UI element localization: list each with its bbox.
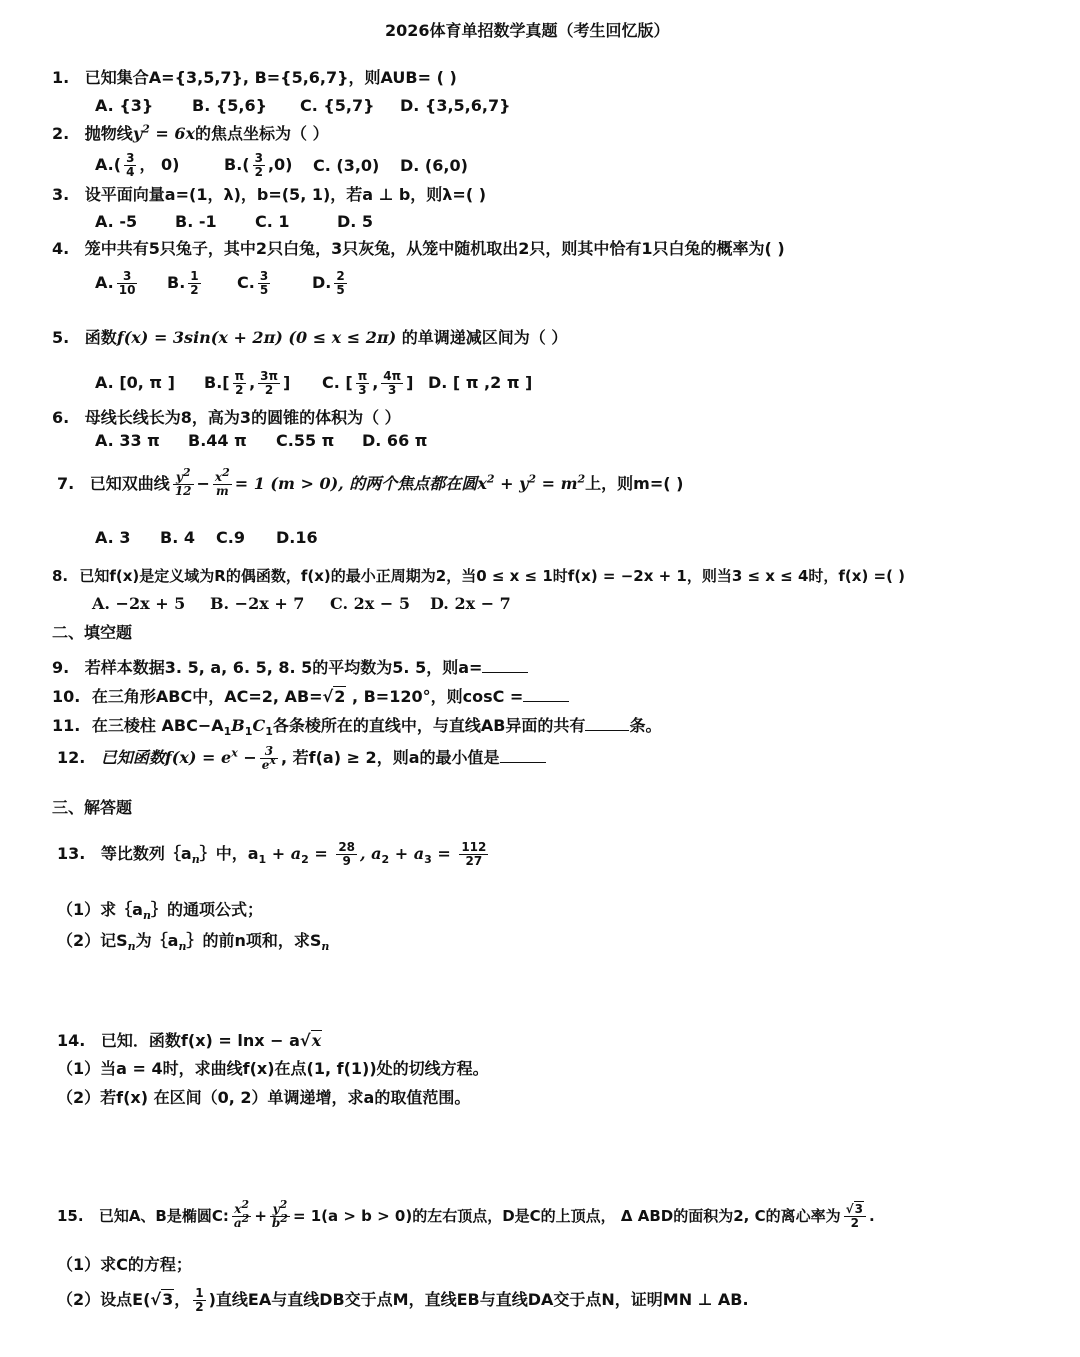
question-10: 10. 在三角形ABC中，AC=2, AB=√2 , B=120°，则cosC = xyxy=(52,685,569,707)
math-equation: = 6x xyxy=(155,124,195,143)
question-number: 14. xyxy=(57,1031,86,1050)
page-title: 2026体育单招数学真题（考生回忆版） xyxy=(385,21,670,40)
q3-option-d: D. 5 xyxy=(337,212,374,231)
question-3 xyxy=(52,185,486,205)
section-heading-fill-in: 二、填空题 xyxy=(52,623,133,642)
math-y: $y^2$ xyxy=(132,122,150,143)
q8-option-d: D. 2x − 7 xyxy=(430,594,511,613)
question-text: 若样本数据3. 5, a, 6. 5, 8. 5的平均数为5. 5，则a= xyxy=(84,658,483,677)
question-text: 抛物线 xyxy=(84,124,133,143)
question-text: 设平面向量a=(1，λ)，b=(5, 1)，若a ⊥ b，则λ=( ) xyxy=(84,185,487,204)
question-4 xyxy=(52,239,785,259)
q5-option-b: B.[ $\frac{\pi}{2}$ , $\frac{3\pi}{2}$ ] xyxy=(204,369,291,397)
q4-option-d: D. $\frac{2}{5}$ xyxy=(312,269,345,297)
q2-option-b: B.( $\frac{3}{2}$ ,0) xyxy=(224,151,293,179)
q3-option-b: B. -1 xyxy=(175,212,217,231)
question-number: 6. xyxy=(52,408,70,427)
section-heading-solutions: 三、解答题 xyxy=(52,798,133,817)
q6-option-d: D. 66 π xyxy=(362,431,428,450)
q4-option-c: C. $\frac{3}{5}$ xyxy=(237,269,269,297)
question-12: 12. 已知函数$f(x) = e^x$ − $\frac{3}{e^x}$ , 若f(a) ≥ 2，则a的最小值是 xyxy=(57,741,546,775)
question-number: 1. xyxy=(52,68,70,87)
q4-option-a: A. $\frac{3}{10}$ xyxy=(95,269,136,297)
answer-blank xyxy=(482,656,528,673)
question-tail: 的焦点坐标为（ ） xyxy=(195,124,329,143)
math-condition: (0 ≤ x ≤ 2π) xyxy=(288,328,397,347)
question-number: 10. xyxy=(52,687,81,706)
question-13: 13. 等比数列$\{a_n\}$中，$a_1 + a_2$ = $\frac{28}{9}$ , $a_2 + a_3$ = $\frac{112}{27}$ xyxy=(57,840,487,868)
question-number: 3. xyxy=(52,185,70,204)
q2-option-a: A.( $\frac{3}{4}$ ， 0) xyxy=(95,151,180,179)
question-6 xyxy=(52,408,401,428)
q1-option-a: A. {3} xyxy=(95,96,154,115)
q6-option-b: B.44 π xyxy=(188,431,247,450)
fraction: $\frac{1}{2}$ xyxy=(195,1286,204,1314)
q8-option-a: A. −2x + 5 xyxy=(92,594,186,613)
question-14: 14. 已知．函数f(x) = lnx − a√x xyxy=(57,1031,322,1050)
q5-option-c: C. [ $\frac{\pi}{3}$ , $\frac{4\pi}{3}$ ] xyxy=(322,369,414,397)
question-number: 7. xyxy=(57,474,75,493)
question-number: 4. xyxy=(52,239,70,258)
question-number: 2. xyxy=(52,124,70,143)
question-number: 9. xyxy=(52,658,70,677)
answer-blank xyxy=(523,685,569,702)
fraction: $\frac{1}{2}$ xyxy=(190,269,199,297)
question-number: 11. xyxy=(52,716,81,735)
q5-option-a: A. [0, π ] xyxy=(95,373,175,392)
fraction: $\frac{\pi}{3}$ xyxy=(357,369,368,397)
fraction: $\frac{x^2}{m}$ xyxy=(214,466,230,498)
question-9 xyxy=(52,656,528,678)
q8-option-c: C. 2x − 5 xyxy=(330,594,410,613)
question-text: 笼中共有5只兔子，其中2只白兔，3只灰兔，从笼中随机取出2只，则其中恰有1只白兔的概率为( ) xyxy=(84,239,785,258)
q7-option-a: A. 3 xyxy=(95,528,131,547)
q14-part-2: （2）若f(x) 在区间（0, 2）单调递增，求a的取值范围。 xyxy=(57,1088,471,1107)
q1-option-c: C. {5,7} xyxy=(300,96,375,115)
fraction: $\frac{3}{5}$ xyxy=(259,269,269,297)
question-2 xyxy=(52,124,329,144)
answer-blank xyxy=(500,746,546,763)
fraction: $\frac{28}{9}$ xyxy=(338,840,356,868)
q1-option-b: B. {5,6} xyxy=(192,96,267,115)
question-number: 12. xyxy=(57,748,86,767)
answer-blank xyxy=(585,714,629,731)
q7-option-b: B. 4 xyxy=(160,528,195,547)
q6-option-c: C.55 π xyxy=(276,431,335,450)
fraction: $\frac{3\pi}{2}$ xyxy=(260,369,279,397)
fraction: $\frac{3}{10}$ xyxy=(118,269,136,297)
q1-option-d: D. {3,5,6,7} xyxy=(400,96,511,115)
q14-part-1: （1）当a = 4时，求曲线f(x)在点(1, f(1))处的切线方程。 xyxy=(57,1059,489,1078)
question-number: 8. xyxy=(52,567,69,585)
question-number: 15. xyxy=(57,1207,84,1225)
fraction: $\frac{\pi}{2}$ xyxy=(234,369,245,397)
q4-option-b: B. $\frac{1}{2}$ xyxy=(167,269,199,297)
question-11: 11. 在三棱柱 $ABC-A_1B_1C_1$各条棱所在的直线中，与直线AB异面的共有 条。 xyxy=(52,716,662,739)
q13-part-2: （2）记$S_n$为$\{a_n\}$的前n项和，求$S_n$ xyxy=(57,931,330,954)
q15-part-1: （1）求C的方程； xyxy=(57,1255,192,1274)
question-8 xyxy=(52,566,905,586)
q2-option-d: D. (6,0) xyxy=(400,156,468,175)
q7-option-d: D.16 xyxy=(276,528,318,547)
q7-option-c: C.9 xyxy=(216,528,245,547)
fraction: $\frac{2}{5}$ xyxy=(336,269,345,297)
q3-option-c: C. 1 xyxy=(255,212,290,231)
question-1 xyxy=(52,68,457,88)
fraction: $\frac{4\pi}{3}$ xyxy=(383,369,402,397)
math-function: f(x) = 3sin(x + 2π) xyxy=(116,328,283,347)
q3-option-a: A. -5 xyxy=(95,212,138,231)
question-text: 已知f(x)是定义域为R的偶函数，f(x)的最小正周期为2，当0 ≤ x ≤ 1时f(x) = −2x + 1，则当3 ≤ x ≤ 4时，f(x) =( ) xyxy=(79,567,906,585)
fraction: $\frac{112}{27}$ xyxy=(461,840,487,868)
q13-part-1: （1）求$\{a_n\}$的通项公式； xyxy=(57,900,263,923)
q2-option-c: C. (3,0) xyxy=(313,156,380,175)
question-text: 已知集合A={3,5,7}, B={5,6,7}，则AUB= ( ) xyxy=(84,68,457,87)
fraction: $\frac{3}{2}$ xyxy=(254,151,263,179)
fraction: $\frac{3}{4}$ xyxy=(126,151,135,179)
question-text: 母线长线长为8，高为3的圆锥的体积为（ ） xyxy=(84,408,401,427)
question-number: 13. xyxy=(57,844,86,863)
fraction: $\frac{3}{e^x}$ xyxy=(261,744,276,772)
fraction: $\frac{√3}{2}$ xyxy=(844,1203,866,1230)
q8-option-b: B. −2x + 7 xyxy=(210,594,305,613)
q6-option-a: A. 33 π xyxy=(95,431,160,450)
question-15: 15. 已知A、B是椭圆C: $\frac{x^2}{a^2}$ + $\frac{y^2}{b^2}$ = 1(a > b > 0)的左右顶点，D是C的上顶点， Δ ABD的面积为2, C的离心率为 $\frac{√3}{2}$ . xyxy=(57,1198,875,1230)
q15-part-2: （2）设点E(√3， $\frac{1}{2}$ )直线EA与直线DB交于点M，直线EB与直线DA交于点N，证明MN ⊥ AB. xyxy=(57,1286,749,1314)
fraction: $\frac{x^2}{a^2}$ xyxy=(233,1198,250,1230)
question-number: 5. xyxy=(52,328,70,347)
fraction: $\frac{y^2}{12}$ xyxy=(174,466,192,498)
fraction: $\frac{y^2}{b^2}$ xyxy=(271,1198,288,1230)
question-7: 7. 已知双曲线 $\frac{y^2}{12}$ − $\frac{x^2}{m}$ = 1 (m > 0), 的两个焦点都在圆$x^2 + y^2 = m^2$上，则m=( ) xyxy=(57,466,684,498)
question-5: 5. 函数f(x) = 3sin(x + 2π) (0 ≤ x ≤ 2π) 的单调递减区间为（ ） xyxy=(52,328,568,347)
q5-option-d: D. [ π ,2 π ] xyxy=(428,373,533,392)
math-circle: $x^2 + y^2 = m^2$ xyxy=(477,472,586,493)
